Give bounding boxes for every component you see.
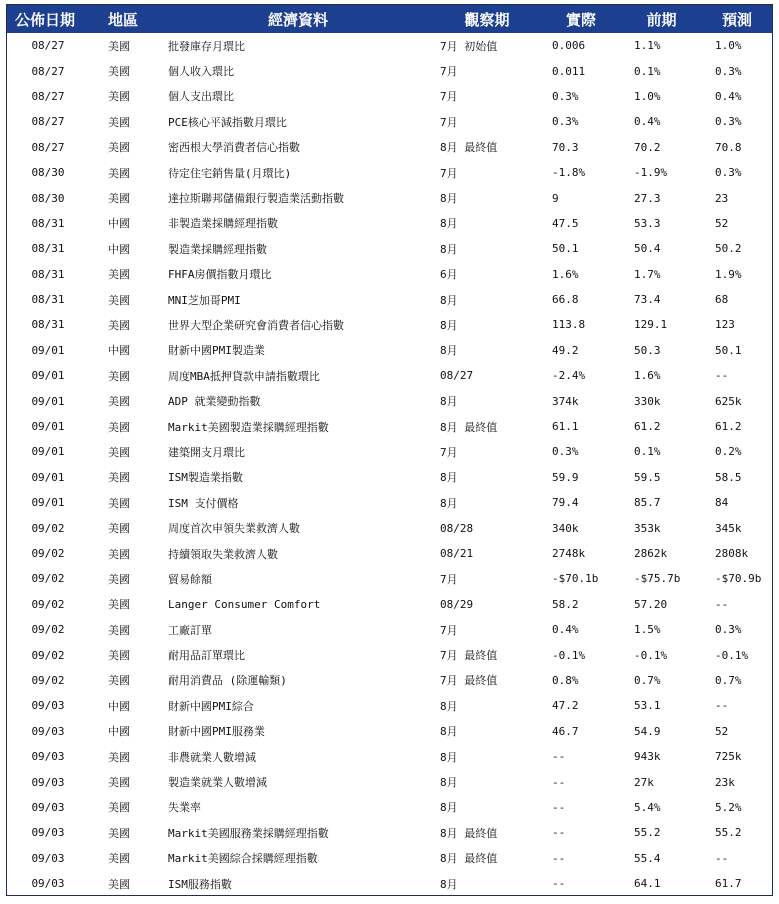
cell-previous: 53.1	[634, 699, 661, 713]
table-row	[7, 693, 772, 718]
table-row	[7, 795, 772, 820]
cell-previous: 0.7%	[634, 673, 661, 687]
cell-actual: 47.2	[552, 699, 579, 713]
cell-region: 美國	[108, 649, 130, 663]
cell-forecast: 625k	[715, 394, 742, 408]
cell-date: 09/03	[31, 851, 65, 865]
cell-date: 08/27	[31, 89, 65, 103]
table-row	[7, 439, 772, 464]
cell-period: 7月	[440, 623, 458, 637]
table-row	[7, 566, 772, 591]
table-row	[7, 84, 772, 109]
cell-actual: 2748k	[552, 547, 586, 560]
table-body	[7, 33, 772, 896]
cell-actual: -$70.1b	[552, 572, 599, 586]
cell-indicator: 非製造業採購經理指數	[168, 217, 278, 231]
cell-forecast: 50.1	[715, 343, 742, 357]
cell-previous: 0.1%	[634, 64, 661, 78]
cell-indicator: Markit美國製造業採購經理指數	[168, 420, 329, 434]
cell-actual: 59.9	[552, 470, 579, 484]
cell-forecast: 68	[715, 293, 729, 307]
table-row	[7, 744, 772, 769]
cell-date: 09/03	[31, 775, 65, 789]
cell-indicator: FHFA房價指數月環比	[168, 268, 272, 282]
table-row	[7, 592, 772, 617]
cell-indicator: 財新中國PMI製造業	[168, 344, 265, 358]
cell-period: 8月	[440, 242, 458, 256]
cell-forecast: 52	[715, 216, 729, 230]
cell-period: 8月	[440, 801, 458, 815]
cell-date: 09/03	[31, 750, 65, 764]
cell-actual: --	[552, 750, 566, 764]
cell-region: 中國	[108, 699, 130, 713]
cell-date: 09/03	[31, 699, 65, 713]
cell-forecast: 0.3%	[715, 166, 742, 180]
cell-date: 08/27	[31, 140, 65, 154]
cell-previous: -0.1%	[634, 648, 668, 662]
cell-region: 美國	[108, 877, 130, 891]
cell-actual: 70.3	[552, 140, 579, 154]
cell-forecast: --	[715, 369, 729, 383]
cell-previous: 27.3	[634, 191, 661, 205]
table-row	[7, 211, 772, 236]
cell-forecast: 0.4%	[715, 89, 742, 103]
cell-actual: 0.3%	[552, 115, 579, 129]
cell-indicator: Markit美國服務業採購經理指數	[168, 826, 329, 840]
cell-actual: -0.1%	[552, 648, 586, 662]
cell-region: 美國	[108, 522, 130, 536]
cell-region: 美國	[108, 852, 130, 866]
cell-period: 7月	[440, 166, 458, 180]
cell-indicator: 周度MBA抵押貸款申請指數環比	[168, 369, 320, 383]
cell-previous: -$75.7b	[634, 572, 681, 586]
header-period: 觀察期	[433, 5, 541, 33]
cell-period: 8月	[440, 344, 458, 358]
cell-indicator: 建築開支月環比	[168, 445, 245, 459]
cell-forecast: -0.1%	[715, 648, 749, 662]
cell-date: 09/02	[31, 623, 65, 637]
cell-previous: 943k	[634, 750, 661, 764]
cell-forecast: 23	[715, 191, 729, 205]
cell-period: 7月	[440, 445, 458, 459]
cell-indicator: 製造業採購經理指數	[168, 242, 267, 256]
table-row	[7, 490, 772, 515]
cell-period: 7月	[440, 65, 458, 79]
cell-actual: --	[552, 800, 566, 814]
table-row	[7, 185, 772, 210]
cell-period: 8月	[440, 496, 458, 510]
cell-period: 8月	[440, 192, 458, 206]
cell-region: 中國	[108, 217, 130, 231]
cell-indicator: 財新中國PMI服務業	[168, 725, 265, 739]
cell-forecast: 0.7%	[715, 673, 742, 687]
cell-actual: -2.4%	[552, 369, 586, 383]
cell-date: 09/01	[31, 445, 65, 459]
table-row	[7, 642, 772, 667]
cell-date: 09/01	[31, 394, 65, 408]
cell-forecast: 123	[715, 318, 735, 332]
cell-previous: 53.3	[634, 216, 661, 230]
cell-date: 09/01	[31, 343, 65, 357]
cell-forecast: 55.2	[715, 826, 742, 840]
cell-previous: 129.1	[634, 318, 668, 332]
cell-forecast: 50.2	[715, 242, 742, 256]
table-row	[7, 338, 772, 363]
cell-actual: 0.4%	[552, 623, 579, 637]
cell-actual: --	[552, 826, 566, 840]
cell-date: 09/02	[31, 572, 65, 586]
cell-region: 美國	[108, 776, 130, 790]
cell-region: 美國	[108, 65, 130, 79]
table-row	[7, 668, 772, 693]
cell-indicator: ISM服務指數	[168, 877, 232, 891]
cell-forecast: 61.2	[715, 420, 742, 434]
header-date: 公佈日期	[7, 5, 83, 33]
cell-region: 美國	[108, 293, 130, 307]
table-row	[7, 541, 772, 566]
cell-region: 美國	[108, 445, 130, 459]
cell-region: 美國	[108, 39, 130, 53]
cell-date: 09/03	[31, 877, 65, 891]
cell-actual: 47.5	[552, 216, 579, 230]
table-header-row	[7, 5, 772, 33]
table-row	[7, 363, 772, 388]
cell-region: 美國	[108, 166, 130, 180]
table-row	[7, 465, 772, 490]
cell-period: 8月	[440, 776, 458, 790]
cell-indicator: 個人支出環比	[168, 90, 234, 104]
cell-forecast: 2808k	[715, 547, 749, 560]
cell-previous: 57.20	[634, 597, 668, 611]
cell-period: 8月	[440, 725, 458, 739]
cell-actual: 0.3%	[552, 89, 579, 103]
table-row	[7, 769, 772, 794]
cell-period: 8月 最終值	[440, 852, 498, 866]
table-row	[7, 109, 772, 134]
header-indicator: 經濟資料	[163, 5, 433, 33]
cell-region: 美國	[108, 192, 130, 206]
cell-forecast: 0.3%	[715, 115, 742, 129]
header-previous: 前期	[621, 5, 702, 33]
cell-period: 8月	[440, 217, 458, 231]
cell-indicator: 個人收入環比	[168, 65, 234, 79]
cell-actual: -1.8%	[552, 166, 586, 180]
cell-indicator: 貿易餘額	[168, 572, 212, 586]
cell-date: 09/01	[31, 470, 65, 484]
cell-previous: 70.2	[634, 140, 661, 154]
cell-forecast: 58.5	[715, 470, 742, 484]
cell-date: 09/03	[31, 800, 65, 814]
cell-date: 08/31	[31, 267, 65, 281]
cell-date: 08/27	[31, 39, 65, 53]
cell-forecast: 70.8	[715, 140, 742, 154]
cell-period: 7月	[440, 572, 458, 586]
cell-region: 美國	[108, 598, 130, 612]
cell-actual: 0.8%	[552, 673, 579, 687]
cell-period: 8月	[440, 877, 458, 891]
cell-forecast: --	[715, 597, 729, 611]
cell-date: 08/27	[31, 115, 65, 129]
table-row	[7, 846, 772, 871]
cell-date: 09/02	[31, 547, 65, 560]
header-forecast: 預測	[702, 5, 772, 33]
cell-forecast: 23k	[715, 775, 735, 789]
cell-indicator: PCE核心平減指數月環比	[168, 115, 287, 129]
cell-previous: 1.1%	[634, 39, 661, 53]
cell-region: 美國	[108, 750, 130, 764]
cell-indicator: Langer Consumer Comfort	[168, 597, 321, 611]
cell-actual: 1.6%	[552, 267, 579, 281]
cell-indicator: 世界大型企業研究會消費者信心指數	[168, 318, 344, 332]
cell-region: 美國	[108, 471, 130, 485]
cell-previous: 353k	[634, 521, 661, 535]
cell-actual: 58.2	[552, 597, 579, 611]
cell-period: 7月	[440, 115, 458, 129]
table-row	[7, 312, 772, 337]
cell-previous: 2862k	[634, 547, 668, 560]
cell-period: 08/21	[440, 547, 474, 560]
cell-period: 8月	[440, 395, 458, 409]
cell-period: 08/28	[440, 521, 474, 535]
cell-indicator: Markit美國綜合採購經理指數	[168, 852, 318, 866]
cell-region: 美國	[108, 395, 130, 409]
cell-date: 08/27	[31, 64, 65, 78]
cell-region: 美國	[108, 623, 130, 637]
cell-actual: 61.1	[552, 420, 579, 434]
cell-previous: 61.2	[634, 420, 661, 434]
table-row	[7, 160, 772, 185]
cell-period: 7月 最終值	[440, 649, 498, 663]
cell-period: 7月 初始值	[440, 39, 498, 53]
cell-date: 09/02	[31, 673, 65, 687]
cell-previous: 1.5%	[634, 623, 661, 637]
cell-date: 09/01	[31, 496, 65, 510]
cell-previous: 59.5	[634, 470, 661, 484]
table-row	[7, 287, 772, 312]
cell-indicator: 密西根大學消費者信心指數	[168, 141, 300, 155]
cell-date: 09/03	[31, 724, 65, 738]
cell-date: 09/02	[31, 648, 65, 662]
cell-date: 09/02	[31, 521, 65, 535]
cell-actual: 340k	[552, 521, 579, 535]
cell-period: 8月 最終值	[440, 826, 498, 840]
cell-actual: 113.8	[552, 318, 586, 332]
cell-previous: 55.4	[634, 851, 661, 865]
cell-previous: 73.4	[634, 293, 661, 307]
cell-forecast: 0.3%	[715, 64, 742, 78]
table-row	[7, 135, 772, 160]
cell-period: 8月	[440, 318, 458, 332]
cell-region: 美國	[108, 318, 130, 332]
cell-previous: 27k	[634, 775, 654, 789]
cell-indicator: 失業率	[168, 801, 201, 815]
table-row	[7, 236, 772, 261]
cell-previous: 1.7%	[634, 267, 661, 281]
cell-actual: 9	[552, 191, 559, 205]
cell-period: 6月	[440, 268, 458, 282]
cell-indicator: 耐用消費品 (除運輸類)	[168, 674, 287, 688]
cell-actual: 66.8	[552, 293, 579, 307]
cell-date: 09/02	[31, 597, 65, 611]
cell-forecast: --	[715, 699, 729, 713]
cell-previous: 55.2	[634, 826, 661, 840]
cell-previous: -1.9%	[634, 166, 668, 180]
cell-region: 中國	[108, 242, 130, 256]
cell-indicator: 工廠訂單	[168, 623, 212, 637]
header-region: 地區	[83, 5, 163, 33]
cell-previous: 1.6%	[634, 369, 661, 383]
cell-period: 7月 最終值	[440, 674, 498, 688]
cell-previous: 64.1	[634, 877, 661, 891]
cell-indicator: MNI芝加哥PMI	[168, 293, 241, 307]
cell-actual: 79.4	[552, 496, 579, 510]
economic-calendar-table	[7, 5, 772, 896]
economic-calendar-frame	[6, 4, 773, 896]
cell-actual: 46.7	[552, 724, 579, 738]
cell-period: 8月	[440, 699, 458, 713]
cell-previous: 50.4	[634, 242, 661, 256]
cell-period: 7月	[440, 90, 458, 104]
cell-actual: 0.3%	[552, 445, 579, 459]
cell-actual: --	[552, 851, 566, 865]
cell-forecast: 5.2%	[715, 800, 742, 814]
cell-region: 美國	[108, 369, 130, 383]
cell-date: 09/01	[31, 369, 65, 383]
cell-region: 美國	[108, 547, 130, 561]
cell-actual: --	[552, 877, 566, 891]
cell-previous: 5.4%	[634, 800, 661, 814]
table-row	[7, 820, 772, 845]
cell-date: 08/31	[31, 293, 65, 307]
table-row	[7, 515, 772, 540]
cell-actual: 49.2	[552, 343, 579, 357]
cell-forecast: 84	[715, 496, 729, 510]
cell-region: 中國	[108, 725, 130, 739]
cell-previous: 85.7	[634, 496, 661, 510]
cell-forecast: 61.7	[715, 877, 742, 891]
cell-date: 08/30	[31, 191, 65, 205]
cell-indicator: 持續領取失業救濟人數	[168, 547, 278, 561]
cell-previous: 330k	[634, 394, 661, 408]
cell-actual: --	[552, 775, 566, 789]
cell-date: 08/31	[31, 216, 65, 230]
cell-region: 美國	[108, 141, 130, 155]
cell-forecast: 345k	[715, 521, 742, 535]
cell-indicator: 耐用品訂單環比	[168, 649, 245, 663]
cell-forecast: 52	[715, 724, 729, 738]
cell-region: 美國	[108, 115, 130, 129]
table-row	[7, 617, 772, 642]
cell-forecast: 0.3%	[715, 623, 742, 637]
table-row	[7, 414, 772, 439]
cell-indicator: 待定住宅銷售量(月環比)	[168, 166, 292, 180]
cell-period: 8月	[440, 471, 458, 485]
cell-actual: 0.006	[552, 39, 586, 53]
cell-period: 8月	[440, 293, 458, 307]
cell-region: 美國	[108, 801, 130, 815]
cell-forecast: 0.2%	[715, 445, 742, 459]
cell-date: 09/01	[31, 420, 65, 434]
header-actual: 實際	[541, 5, 621, 33]
cell-region: 美國	[108, 268, 130, 282]
cell-indicator: 製造業就業人數增減	[168, 776, 267, 790]
cell-indicator: 批發庫存月環比	[168, 39, 245, 53]
cell-forecast: -$70.9b	[715, 572, 762, 586]
cell-indicator: ISM 支付價格	[168, 496, 239, 510]
cell-date: 09/03	[31, 826, 65, 840]
cell-indicator: 周度首次申領失業救濟人數	[168, 522, 300, 536]
table-row	[7, 871, 772, 896]
cell-indicator: 非農就業人數增減	[168, 750, 256, 764]
cell-actual: 0.011	[552, 64, 586, 78]
cell-previous: 50.3	[634, 343, 661, 357]
cell-previous: 54.9	[634, 724, 661, 738]
cell-region: 美國	[108, 90, 130, 104]
cell-previous: 1.0%	[634, 89, 661, 103]
table-row	[7, 719, 772, 744]
cell-indicator: 財新中國PMI綜合	[168, 699, 254, 713]
cell-region: 美國	[108, 826, 130, 840]
cell-previous: 0.4%	[634, 115, 661, 129]
cell-forecast: 1.9%	[715, 267, 742, 281]
table-row	[7, 58, 772, 83]
table-row	[7, 262, 772, 287]
cell-indicator: ADP 就業變動指數	[168, 395, 261, 409]
cell-region: 美國	[108, 496, 130, 510]
cell-region: 美國	[108, 674, 130, 688]
cell-region: 美國	[108, 420, 130, 434]
table-row	[7, 388, 772, 413]
cell-region: 美國	[108, 572, 130, 586]
cell-date: 08/30	[31, 166, 65, 180]
cell-date: 08/31	[31, 318, 65, 332]
cell-indicator: ISM製造業指數	[168, 471, 243, 485]
cell-region: 中國	[108, 344, 130, 358]
table-row	[7, 33, 772, 58]
cell-period: 08/27	[440, 369, 474, 383]
cell-date: 08/31	[31, 242, 65, 256]
cell-actual: 374k	[552, 394, 579, 408]
cell-period: 8月 最終值	[440, 141, 498, 155]
cell-indicator: 達拉斯聯邦儲備銀行製造業活動指數	[168, 192, 344, 206]
cell-forecast: 1.0%	[715, 39, 742, 53]
cell-period: 08/29	[440, 597, 474, 611]
cell-forecast: --	[715, 851, 729, 865]
cell-period: 8月	[440, 750, 458, 764]
cell-actual: 50.1	[552, 242, 579, 256]
cell-forecast: 725k	[715, 750, 742, 764]
cell-period: 8月 最終值	[440, 420, 498, 434]
cell-previous: 0.1%	[634, 445, 661, 459]
